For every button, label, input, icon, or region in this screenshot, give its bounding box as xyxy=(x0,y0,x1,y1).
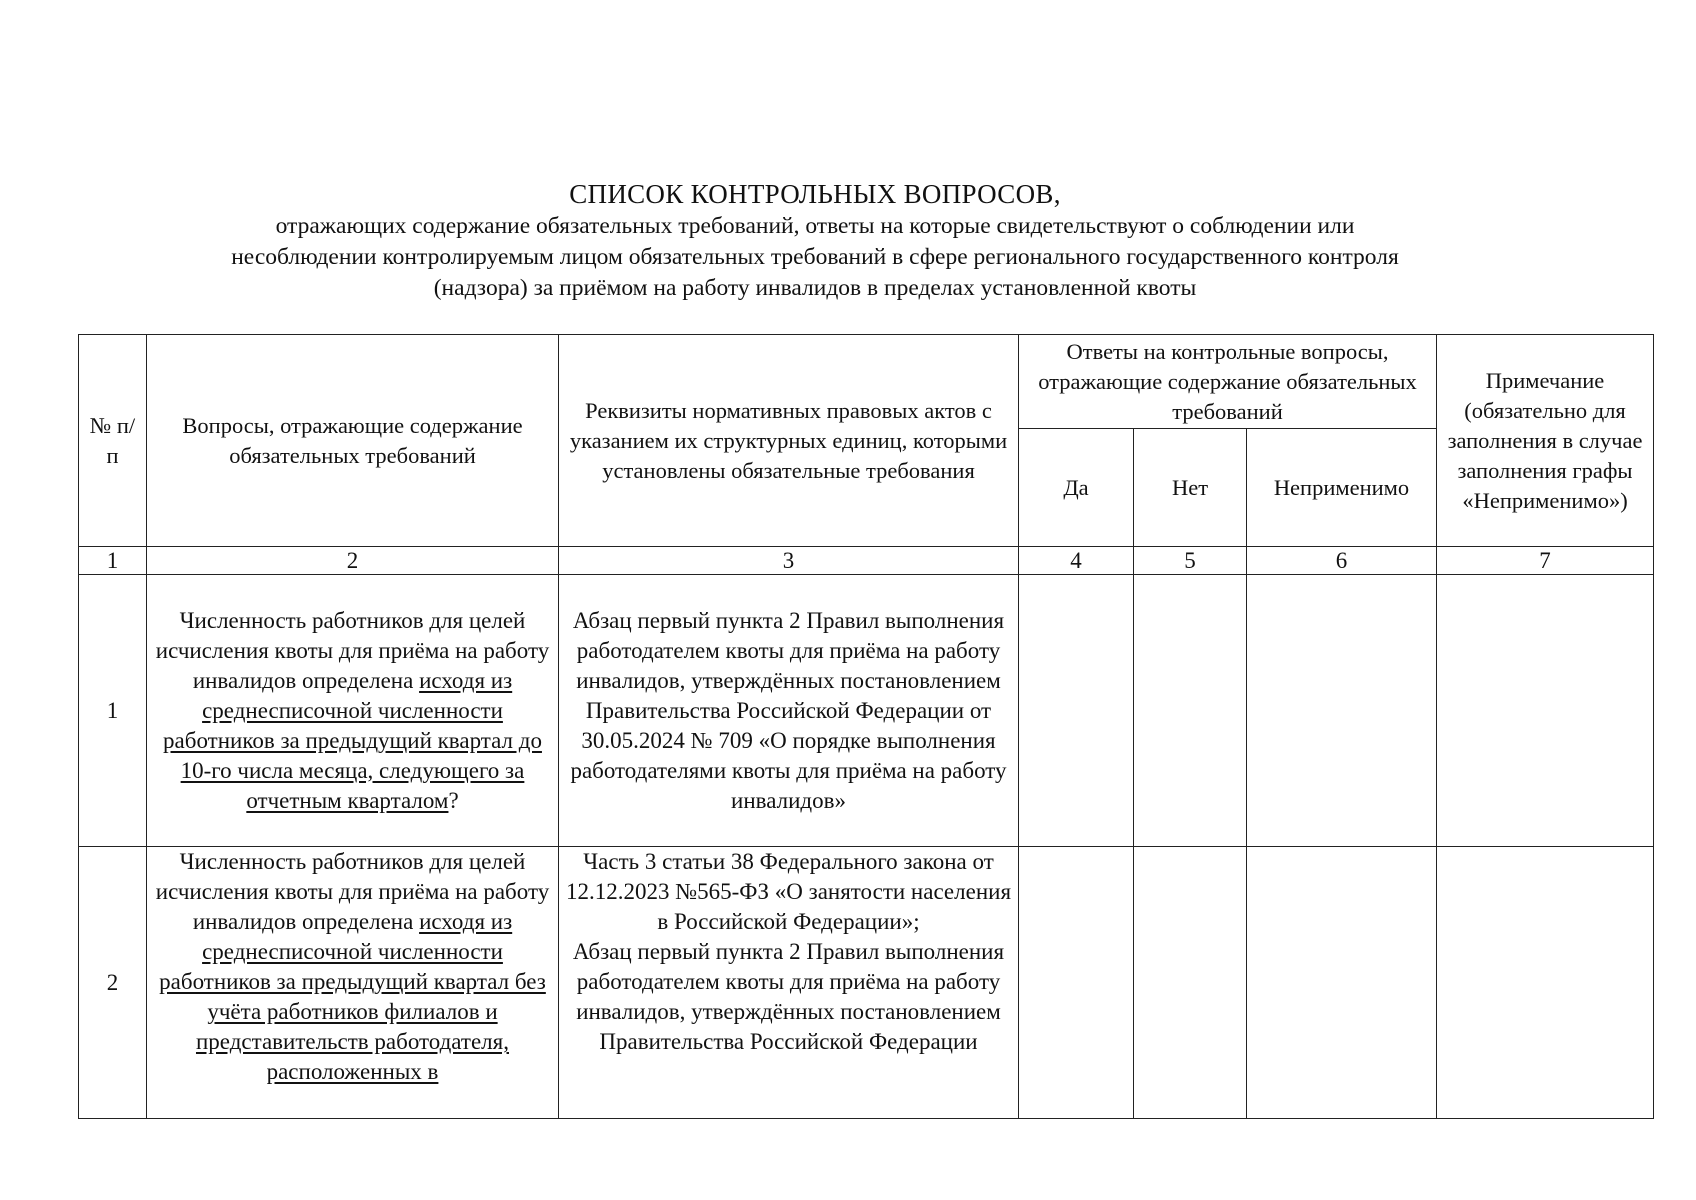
column-number: 6 xyxy=(1247,547,1437,575)
column-number-row xyxy=(79,547,1654,575)
document-title: СПИСОК КОНТРОЛЬНЫХ ВОПРОСОВ, xyxy=(569,179,1061,209)
question-underlined-text: исходя из среднесписочной численности работников за предыдущий квартал до 10-го числа месяца, следующего за отчетным кварталом xyxy=(163,667,542,813)
question-text: Численность работников для целей исчисления квоты для приёма на работу инвалидов определена xyxy=(155,607,550,693)
document-heading xyxy=(130,177,1500,304)
question-underlined-text: исходя из среднесписочной численности работников за предыдущий квартал без учёта работников филиалов и представительств работодателя, расположенных в xyxy=(159,909,546,1084)
answer-yes-cell[interactable] xyxy=(1019,847,1134,1119)
reference-cell xyxy=(559,847,1019,1119)
table-row xyxy=(79,847,1654,1119)
table-row xyxy=(79,575,1654,847)
header-number: № п/п xyxy=(79,335,147,547)
answer-not-applicable-cell[interactable] xyxy=(1247,847,1437,1119)
row-number: 1 xyxy=(79,575,147,847)
header-row-1 xyxy=(79,335,1654,429)
row-number: 2 xyxy=(79,847,147,1119)
subtitle-line-1: отражающих содержание обязательных требований, ответы на которые свидетельствуют о соблюдении или xyxy=(275,213,1355,239)
header-questions: Вопросы, отражающие содержание обязательных требований xyxy=(147,335,559,547)
answer-yes-cell[interactable] xyxy=(1019,575,1134,847)
header-note: Примечание (обязательно для заполнения в случае заполнения графы «Неприменимо») xyxy=(1437,335,1654,547)
column-number: 5 xyxy=(1134,547,1247,575)
note-cell[interactable] xyxy=(1437,847,1654,1119)
header-not-applicable: Неприменимо xyxy=(1247,429,1437,547)
header-no: Нет xyxy=(1134,429,1247,547)
column-number: 4 xyxy=(1019,547,1134,575)
header-references: Реквизиты нормативных правовых актов с указанием их структурных единиц, которыми установлены обязательные требования xyxy=(559,335,1019,547)
question-text: Численность работников для целей исчисления квоты для приёма на работу инвалидов определена xyxy=(155,849,550,934)
header-answers-group: Ответы на контрольные вопросы, отражающие содержание обязательных требований xyxy=(1019,335,1437,429)
note-cell[interactable] xyxy=(1437,575,1654,847)
subtitle-line-3: (надзора) за приёмом на работу инвалидов в пределах установленной квоты xyxy=(433,275,1197,301)
column-number: 1 xyxy=(79,547,147,575)
reference-cell: Абзац первый пункта 2 Правил выполнения работодателем квоты для приёма на работу инвалидов, утверждённых постановлением Правительства Российской Федерации от 30.05.2024 № 709 «О порядке выполнения работодателями квоты для приёма на работу инвалидов» xyxy=(559,575,1019,847)
answer-no-cell[interactable] xyxy=(1134,847,1247,1119)
reference-text: Абзац первый пункта 2 Правил выполнения работодателем квоты для приёма на работу инвалидов, утверждённых постановлением Правительства Российской Федерации xyxy=(572,939,1005,1054)
subtitle-line-2: несоблюдении контролируемым лицом обязательных требований в сфере регионального государственного контроля xyxy=(231,244,1399,270)
answer-not-applicable-cell[interactable] xyxy=(1247,575,1437,847)
column-number: 7 xyxy=(1437,547,1654,575)
question-tail: ? xyxy=(448,787,459,813)
column-number: 2 xyxy=(147,547,559,575)
checklist-table xyxy=(78,334,1654,1119)
column-number: 3 xyxy=(559,547,1019,575)
header-yes: Да xyxy=(1019,429,1134,547)
reference-text: Часть 3 статьи 38 Федерального закона от 12.12.2023 №565-ФЗ «О занятости населения в Российской Федерации»; xyxy=(565,849,1012,934)
question-cell xyxy=(147,847,559,1119)
question-cell xyxy=(147,575,559,847)
answer-no-cell[interactable] xyxy=(1134,575,1247,847)
